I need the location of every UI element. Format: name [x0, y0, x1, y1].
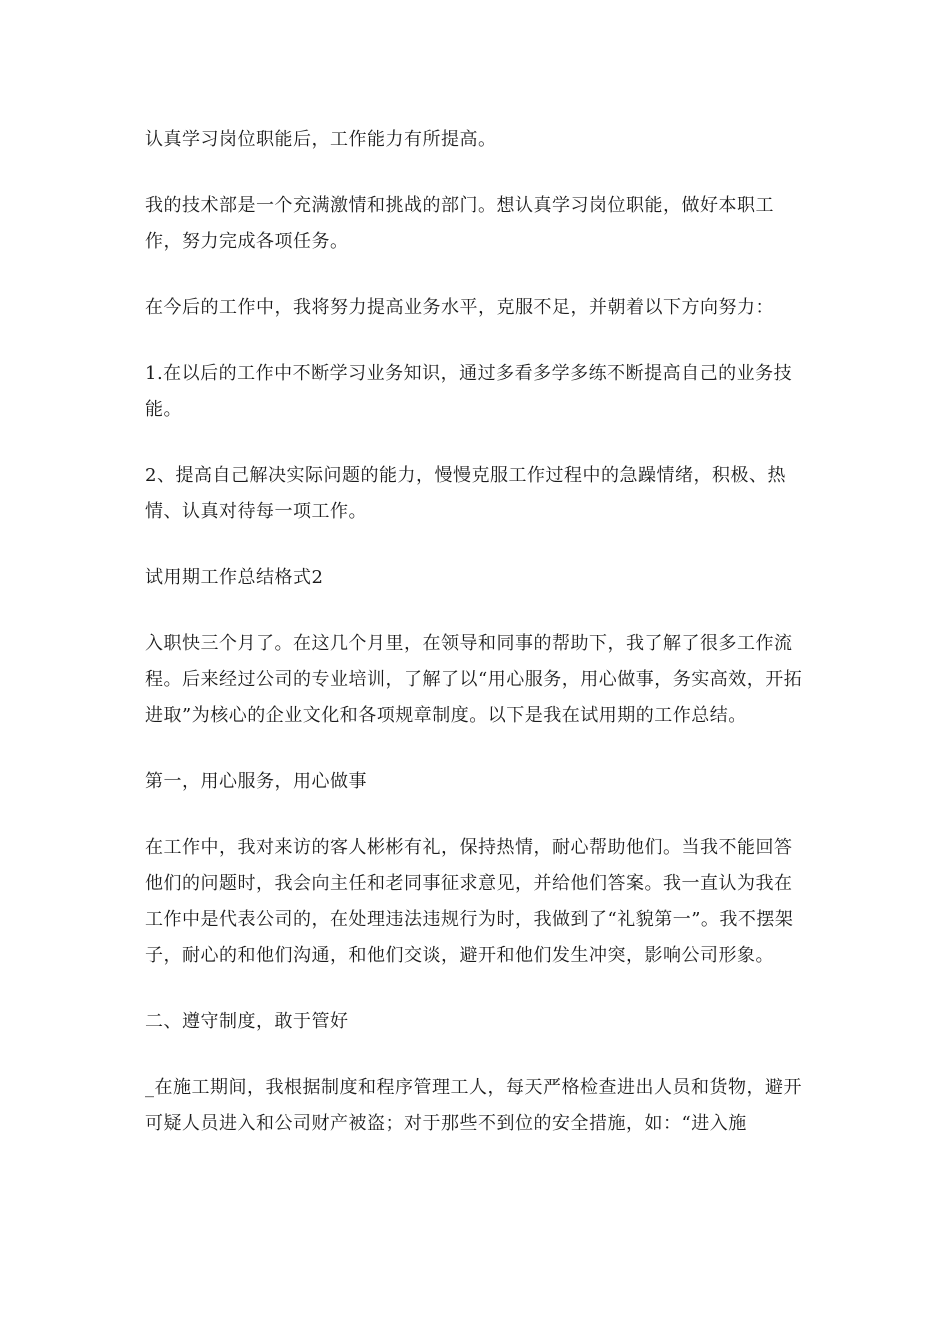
paragraph-ability-improved: 认真学习岗位职能后，工作能力有所提高。 — [145, 129, 497, 150]
document-body — [145, 122, 810, 1142]
section-heading-first: 第一，用心服务，用心做事 — [145, 771, 367, 792]
paragraph-point-1: 1.在以后的工作中不断学习业务知识，通过多看多学多练不断提高自己的业务技能。 — [145, 363, 793, 420]
paragraph-tech-department: 我的技术部是一个充满激情和挑战的部门。想认真学习岗位职能，做好本职工作，努力完成各项任务。 — [145, 195, 774, 252]
paragraph-future-direction: 在今后的工作中，我将努力提高业务水平，克服不足，并朝着以下方向努力： — [145, 297, 774, 318]
section-heading-second: 二、遵守制度，敢于管好 — [145, 1011, 349, 1032]
section-title-format-2: 试用期工作总结格式2 — [145, 567, 324, 588]
paragraph-service: 在工作中，我对来访的客人彬彬有礼，保持热情，耐心帮助他们。当我不能回答他们的问题时，我会向主任和老同事征求意见，并给他们答案。我一直认为我在工作中是代表公司的，在处理违法违规行为时，我做到了“礼貌第一”。我不摆架子，耐心的和他们沟通，和他们交谈，避开和他们发生冲突，影响公司形象。 — [145, 837, 794, 966]
paragraph-three-months: 入职快三个月了。在这几个月里，在领导和同事的帮助下，我了解了很多工作流程。后来经过公司的专业培训，了解了以“用心服务，用心做事，务实高效，开拓进取”为核心的企业文化和各项规章制度。以下是我在试用期的工作总结。 — [145, 633, 803, 726]
paragraph-construction: _在施工期间，我根据制度和程序管理工人，每天严格检查进出人员和货物，避开可疑人员进入和公司财产被盗；对于那些不到位的安全措施，如：“进入施 — [145, 1077, 802, 1134]
paragraph-point-2: 2、提高自己解决实际问题的能力，慢慢克服工作过程中的急躁情绪，积极、热情、认真对待每一项工作。 — [145, 465, 786, 522]
